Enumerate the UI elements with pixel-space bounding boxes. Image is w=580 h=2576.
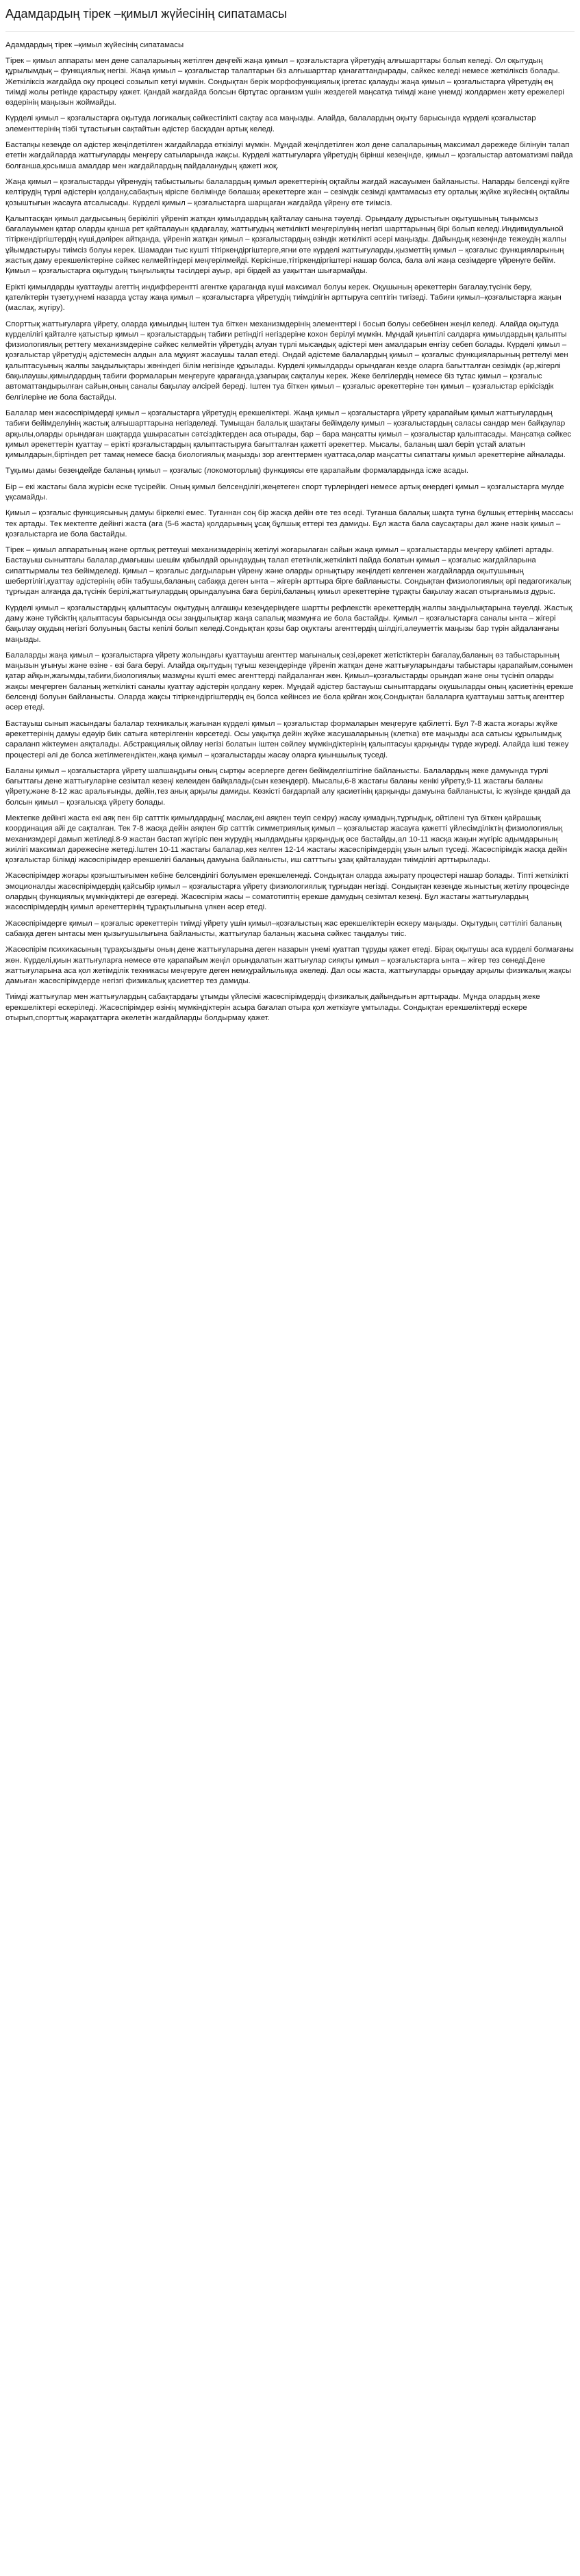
article-paragraph: Тұқымы дамы бөзеңдейде баланың қимыл – қозғалыс (локомоторлық) функциясы өте қарапайым формалардында ісже асады. <box>5 467 469 476</box>
page-title: Адамдардың тірек –қимыл жүйесінің сипатамасы <box>5 7 288 21</box>
article-paragraph: Күрделі қимыл – қозғалыстарға оқытуда логикалық сәйкестілікті сақтау аса маңызды. Алайда, балалардың оқыту барысында күрделі қозғалыстар элементтерінің тізбі тұтастығын сақтайтын әдістер басқадан артық келеді. <box>5 114 536 133</box>
article-paragraph: Қимыл – қозғалыс функциясының дамуы біркелкі емес. Туғаннан соң бір жасқа дейін өте тез өседі. Туғанша балалық шақта туғна бұлшық еттерінің массасы тек артады. Тек мектепте дейінгі жаста (аға (5-6 жаста) қолдарының ұсақ бұлшық еттері тез дамиды. Бұл жаста бала саусақтары дәл және нәзік қимыл – қозғалыстарға ие бола бастайды. <box>5 509 573 538</box>
title-divider <box>5 31 575 32</box>
article-paragraph: Тірек – қимыл аппараты мен дене сапаларының жетілген деңгейі жаңа қимыл – қозғалыстарға үйретудің алғышарттары болып келеді. Ол оқытудың құрылымдық – функциялық негізі. Жаңа қимыл – қозғалыстар талаптарын біз алғышарттар қанағаттандырады, сайкес келеді немесе жеткіліксіз болады. Жеткіліксіз жағдайда оқу процесі созылып кетуі мүмкін. Сондықтан берік морфофункциялық іргетас қалауды жаңа қимыл – қозғалыстарға үйретудің ең тиімді жолы ретінде қарастыру қажет. Қандай жағдайда болсын біртұтас организм үшін жездегей маңсатқа тиімді жане үнемді жолдармен жету ережелері өздерінің маңызын жоймайды. <box>5 57 564 107</box>
article-paragraph: Жасөспірімдер жоғары қозғыштығымен көбіне белсенділігі болуымен ерекшеленеді. Сондықтан оларда ажырату процестері нашар болады. Тіпті жеткілікті эмоционалды жасөспірімдердің қайсыбір қимыл – қозғалыстарға үйрету физиологиялық тұрғыдан негізді. Сондықтан кезеңде жыныстық жетілу процесінде олардың функциялық мүмкіндіктері де өзгереді. Жасөспірім жасы – соматотиптің ерекше дамудың сезімтал кезеңі. Бұл жастағы жаттығулардың жасөспірімдердің қимыл әрекеттерінің тұрақтылығына үлкен әсер етеді. <box>5 872 570 912</box>
article-paragraph: Жасөспірімдерге қимыл – қозғалыс әрекеттерін тиімді үйрету үшін қимыл–қозғалыстың жас ерекшеліктерін ескеру маңызды. Оқытудың сәттілігі баланың сабаққа деген ынтасы мен қызығушылығына байланысты, жаттығулар баланың жасына сәйкес таңдалуы тиіс. <box>5 919 562 938</box>
article-paragraph: Балаларды жаңа қимыл – қозғалыстарға үйрету жолындағы қуаттауыш агенттер мағыналық сезі,әрекет жетістіктерін бағалау,баланың өз табыстарының маңызын ұғынуы және өзінe - өзі баға беруі. Алайда оқытудың тұғыш кезеңдерінде үйреніп жатқан дене жаттығуларындағы табыстары қарапайым,сонымен қатар айқын,жағымды,табиғи,биологиялық мазмұны күшті емес агенттерді пайдаланған жөн. Қимыл–қозғалыстарды орындап және оны түсініп оларды жақсы меңгерген баланың жеткілікті саналы қуаттау әдістерін қолдану керек. Мұндай әдістер бастауыш сыныптардағы оқушыларды оның қасиетінің ерекше белсенді болуын байланысты. Оларда жақсы тітіркендіргіштердің ең болса кейінсез ие бола қойған жоқ.Сондықтан балаларға қуаттауыш заттық агенттер әсер етеді. <box>5 651 574 712</box>
article-paragraph: Бастауыш сынып жасындағы балалар техникалық жағынан күрделі қимыл – қозғалыстар формаларын меңгеруге қабілетті. Бұл 7-8 жаста жоғары жүйке әрекеттерінің дамуы едәуір биік сатыға көтерілгенін көрсетеді. Осы уақытқа дейін жүйке жасушаларының (клетка) өте маңызды аса сатысы құрылымдық сараланп жіктеумен аяқталады. Абстракциялық ойлау негізі болатын іштен сөйлеу мүмкіндіктерінің қалыптасуы қарқынды түрде жүреді. Алайда ішкі тежеу процестері әлі де болса жетілмегендіктен,жаңа қимыл – қозғалыстарды жасау оларға қиыншылық туседі. <box>5 719 569 759</box>
article-paragraph: Күрделі қимыл – қозғалыстардың қалыптасуы оқытудың алғашқы кезеңдеріндеге шартты рефлекстік әрекеттердің жалпы заңдылықтарына тәуелді. Жастық даму және түйсіктің қалыптасуы барысында осы заңдылықтар жаңа сапалық мазмұнға ие бола бастайды. Қимыл – қозғалыстарға саналы ынта – жігері бақылау оқудың негізгі болуының басты кепілі болып келеді.Сондықтан қозы бар оқуктағы агенттердің шілдігі,әлеуметтік маңызы бар түрін айдаланғаны маңызды. <box>5 603 572 644</box>
article-page <box>0 0 580 1036</box>
article-paragraph: Балалар мен жасөспірімдерді қимыл – қозғалыстарға үйретудің ерекшеліктері. Жаңа қимыл – қозғалыстарға үйрету қарапайым қимыл жаттығулардың табиғи бейімделуінің жастық алғышарттарына негізделеді. Тумыщан балалық шақтағы бейімделу қимыл – қозғалыстардың саласы сандар мен байқаулар арқылы,оларды орындаған шақтарда ұшырасатын сәтсіздіктерден аса отырады, бар – бара маңсатты қимыл – қозғалыстар қалыптасады. Маңсатқа сәйкес қимыл әрекеттерін қуаттау – ерікті қозғалыстардың қалыптастыруға бағытталған қажетті әрекеттер. Мысалы, баланың шал беріп ұстай алатын қимылдарын,біртіндеп рет тамақ немесе басқа биологиялық маңызды зор агенттермен қуаттаса,олар маңсатты сипаттағы қимыл әрекеттеріне айналады. <box>5 408 572 460</box>
article-paragraph: Қалыптасқан қимыл дағдысының берікілігі үйреніп жатқан қимылдардың қайталау санына тәуелді. Орындалу дұрыстығын оқытушының тыңымсыз бағалауымен қатар оларды қаншa рет қайталауын қадағалау, жаттығудың жеткілікті меңгерілуінің негізгі шарттарының бірі болып келеді.Индивидуальной тітіркендіргіштердің күші,дәлірек айтқанда, үйреніп жатқан қимыл – қозғалыстардың өзіндік жеткілікті әсері маңызды. Дайындық кезеңінде тежеудің жалпы ұйымдастыруы тиімсіз болуы керек. Шамадан тыс кушті тітіркендіргіштерге,ягни өте күрделі жаттығуларды,қызметтің қимыл – қозғалыс функцияларының жастық даму ерекшеліктеріне сәйкес келмейтіндері меңгерілмейді. Керісінше,тітіркендіргіштері нашар болса, бала әлі жаңа сезімдерге үйренуге бейім. Қимыл – қозғалыстарға оқытудың тыңғылықты тәсілдері ауыр, әрі бірдей аз уақыттан шығармайды. <box>5 214 566 276</box>
article-paragraph: Жаңа қимыл – қозғалыстарды үйренудің табыстылығы балалардың қимыл әрекеттерінің оқтайлы жағдай жасауымен байланысты. Напарды белсенді күйге келтірудің түрлі әдістерін қолдану,сабақтың кіріспе бөлімінде бөлашақ әрекеттерге жан – сезімдік сезімді қамтамасыз ету орталық жүйке жүйесінің оқтайлы қозыштығын жасауға атсалысады. Күрделі қимыл – қозғалыстарға шарщаған жағдайда үйрену өте тиімсіз. <box>5 177 570 207</box>
article-paragraph: Тиімді жаттығулар мен жаттығулардың сабақтардағы ұтымды үйлесімі жасөспірімдердің физикалық дайындығын арттырады. Мұнда олардың жеке ерекшеліктері ескеріледі. Жасөспірімдер өзінің мүмкіндіктерін асыра бағалап отыра қол жеткізуге ұмтылады. Сондықтан ерекшеліктерді ескере отырып,спорттық жарақаттарға әкелетін жағдайларды болдырмау қажет. <box>5 993 540 1023</box>
article-paragraph: Бастапқы кезеңде ол әдістер жеңілдетілген жағдайларда өткізілуі мүмкін. Мұндай жеңілдетілген жол дене сапаларының максимал дәрежеде білінуін талап ететін жағдайларда жаттығуларды меңгеру сатыларында жақсы. Күрделі жаттығуларға үйретудің бірінші кезеңінде, қимыл – қозғалыстар автоматизмі пайда болғанша,қосымша амалдар мен жағдайлардың пайдаланудың қажеті жоқ. <box>5 141 573 170</box>
article-paragraph: Мектепке дейінгі жаста екі аяқ пен бір сатттік қимылдардың( маслақ,екі аяқпен теуіп секіру) жасау қимадың,тұрғыдық, ойтілені туа біткен қайрашық координация айі де сақталған. Тек 7-8 жасқа дейін аяқпен бір сатттік симметриялық қимыл – қозғалыстар жасауға қажетті үйлесімділіктің физиологиялық механизмдері дамып жетіледі.8-9 жастан бастап жүгіріс пен жүрудің жылдамдығы қарқындық өсе бастайды,ал 10-11 жасқа жақын жүгіріс адымдарының жиілігі максимал дәрежесіне жетеді.Іштен 10-11 жастағы балалар,кез келген 12-14 жастағы жасөспірімдердің ұзын ылып тұседі. Жасөспірімдік жасқа дейін қозғалыстар білімді жасөспірімдер ерекшелігі баланың дамуына байланысты, иш сатттыгы ұзақ қайталаудан тиімділігі арттырылады. <box>5 814 568 865</box>
article-paragraph: Жасөспірім психикасының тұрақсыздығы оның дене жаттығуларына деген назарын үнемі қуаттап тұруды қажет етеді. Бірақ оқытушы аса күрделі болмағаны жөн. Күрделі,қиын жаттығуларға немесе өте қарапайым жеңіл орындалатын жаттығулар сияқты қимыл – қозғалыстарға ынта – жігер тез сөнеді.Дене жаттығуларына аса қол жетімділік техникасы меңгеруге деген немқұрайлылыққа әкеледі. Дал осы жаста, жаттығуларды орындау арқылы физикалық жақсы дамыған жасөспірімдерде негізгі физикалық қасиеттер тез дамиды. <box>5 946 574 986</box>
article-paragraph: Ерікті қимылдарды қуаттауды агеттің индифферентті агенткe қараганда күші максимал болуы керек. Оқушының әрекеттерін бағалау,түсінік беру, қателіктерін түзету,үнемі назарда ұстау жаңа қимыл – қозғалыстарға үйретудің тиімділігін арттыруға септігін тигізеді. Табиғи қимыл–қозғалыстарға жақын (маслақ, жүгіру). <box>5 283 562 313</box>
article-paragraph: Спорттық жаттығуларға үйрету, оларда қимылдың іштен туа біткен механизмдерінің элементтері і босып болуы себебінен жеңіл келеді. Алайда оқытуда күрделілігі қайталғе қатыстыр қимыл – қозғалыстардың табиғи ретіндігі негіздеріне кохон берілуі мүмкін. Мұндай қиынтілі салдарға қимылдардың қалыпты физиологиялық реттегу механизмдеріне сәйкес келмейтін үйретудің алуан түрлі мысандық әдістері мен амалдарын енгізу себеп болады. Күрделі қимыл – қозғалыстар үйретудің әдістемесін алдын ала мұқият жасаушы талап етеді. Ондай әдістеме балалардың қимыл – қозғалыс функцияларының реттелуі мен қалыптасуының жалпы заңдылықтары жөніндегі білім негізінде құрылады. Күрделі қимылдарды орындаған кезде оларға бағытталған сезімдік (әр,жігерлі бақылаушы,қимылдардың табиғи формаларын меңгеруге қарағанда,ұзағырақ сақталуы керек. Жеке белгілердің немесе біз тұтас қимыл – қозғалыс автоматтандырылған сайын,оның саналы бақылау әлсірей береді. Іштен туа біткен қимыл – қозғалыс әрекеттеріне тән қимыл – қозғалыстар ерікісіздік белгілеріне ие бола бастайды. <box>5 320 568 402</box>
article-subtitle: Адамдардың тірек –қимыл жүйесінің сипатамасы <box>5 41 184 49</box>
article-paragraph: Баланы қимыл – қозғалыстарға үйрету шапшаңдығы оның сыртқы әсерлерге деген бейімделгіштігіне байланысты. Балалардың жеке дамуында түрлі бағыттағы дене жаттығуларіне сезімтал кезеңі келеиден байқалады(сын кезеңдері). Мысалы,6-8 жастағы баланы кенікі уйрету,9-11 жастағы баланы үйрету,және 8-12 жас аралығынды, дейін,тез анық арқылы дамиды. Көзкісті бағдарлай алу қасиетінің қарқынды дамуына байланысты, іс жүзінде қандай да болсын қимыл – қозғалысқа үйрету болады. <box>5 766 570 807</box>
article-paragraph: Бір – екі жастағы бала жүрісін еске түсірейік. Оның қимыл белсенділігі,жеңетеген спорт түрлеріндегі немесе артық өнердегі қимыл – қозғалыстарға мүлде ұқсамайды. <box>5 482 564 502</box>
article-body <box>5 56 575 1024</box>
article-paragraph: Тірек – қимыл аппаратының және ортлық реттеуші механизмдерінің жетілуі жоғарылаған сайын жаңа қимыл – қозғалыстарды меңгеру қабілеті артады. Бастауыш сыныптағы балалар,дмағышы шешім қабылдай орындаудың талап ететінлік,жеткілікті пайда болатын қимыл – қозғалыс жағдайларына сипаттырмалы тез бейімделеді. Қимыл – қозғалыс дағдыларын үйрену және оларды орнықтыру жеңілдеті келгенен жағдайларда оқытушының шебертілігі,қуаттау әдістерінің әбін табушы,баланың сабаққа деген ынта – жігерін арттыра бірге байланысты. Сондықтан физиологиялық әрі педагогикалық тұрғыдан алғанда да,түсінік берілі,жаттығулардың орындалуына баға берілі,баланың қимыл әрекеттеріне тұрақты бақылау жасап отырғанымыз дұрыс. <box>5 546 571 597</box>
